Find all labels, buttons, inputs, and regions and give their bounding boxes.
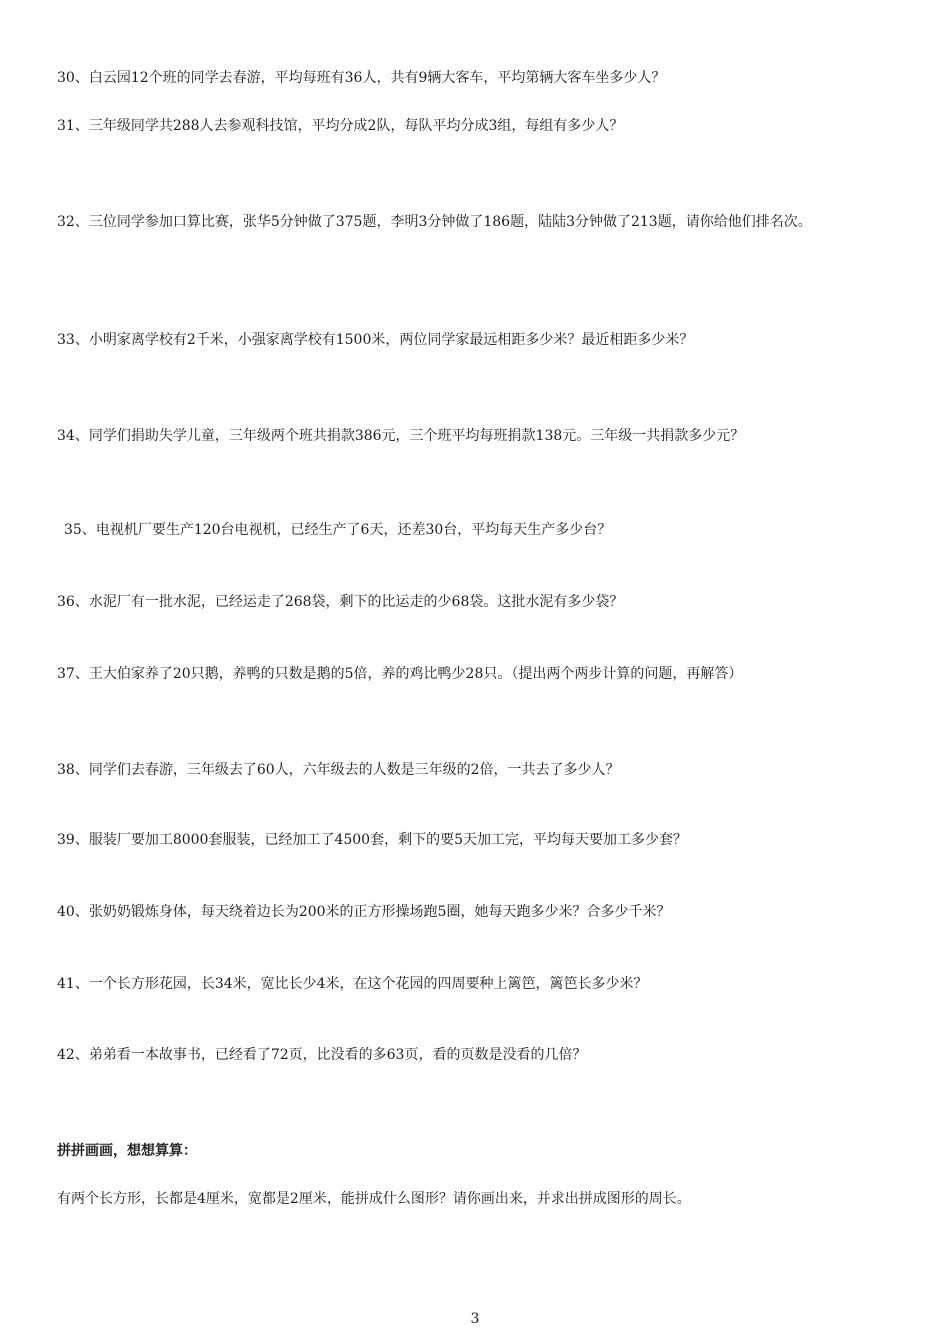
problem-38: 38、同学们去春游，三年级去了60人，六年级去的人数是三年级的2倍，一共去了多少人？: [57, 762, 620, 778]
problem-35: 35、电视机厂要生产120台电视机，已经生产了6天，还差30台，平均每天生产多少台？: [64, 522, 612, 538]
problem-31: 31、三年级同学共288人去参观科技馆，平均分成2队，每队平均分成3组，每组有多少人？: [57, 118, 624, 134]
section-problem: 有两个长方形，长都是4厘米，宽都是2厘米，能拼成什么图形？请你画出来，并求出拼成图形的周长。: [57, 1191, 691, 1207]
problem-33: 33、小明家离学校有2千米，小强家离学校有1500米，两位同学家最远相距多少米？最近相距多少米？: [57, 332, 694, 348]
problem-32: 32、三位同学参加口算比赛，张华5分钟做了375题，李明3分钟做了186题，陆陆3分钟做了213题，请你给他们排名次。: [57, 214, 812, 230]
page-number: 3: [470, 1311, 480, 1327]
problem-36: 36、水泥厂有一批水泥，已经运走了268袋，剩下的比运走的少68袋。这批水泥有多少袋？: [57, 594, 624, 610]
problem-40: 40、张奶奶锻炼身体，每天绕着边长为200米的正方形操场跑5圈，她每天跑多少米？合多少千米？: [57, 904, 671, 920]
problem-34: 34、同学们捐助失学儿童，三年级两个班共捐款386元，三个班平均每班捐款138元。三年级一共捐款多少元？: [57, 428, 745, 444]
section-heading: 拼拼画画，想想算算：: [57, 1143, 197, 1159]
problem-37: 37、王大伯家养了20只鹅，养鸭的只数是鹅的5倍，养的鸡比鸭少28只。（提出两个两步计算的问题，再解答）: [57, 666, 743, 682]
problem-30: 30、白云园12个班的同学去春游，平均每班有36人，共有9辆大客车，平均第辆大客车坐多少人？: [57, 70, 666, 86]
problem-41: 41、一个长方形花园，长34米，宽比长少4米，在这个花园的四周要种上篱笆，篱笆长多少米？: [57, 976, 648, 992]
problem-42: 42、弟弟看一本故事书，已经看了72页，比没看的多63页，看的页数是没看的几倍？: [57, 1047, 587, 1063]
problem-39: 39、服装厂要加工8000套服装，已经加工了4500套，剩下的要5天加工完，平均每天要加工多少套？: [57, 832, 687, 848]
